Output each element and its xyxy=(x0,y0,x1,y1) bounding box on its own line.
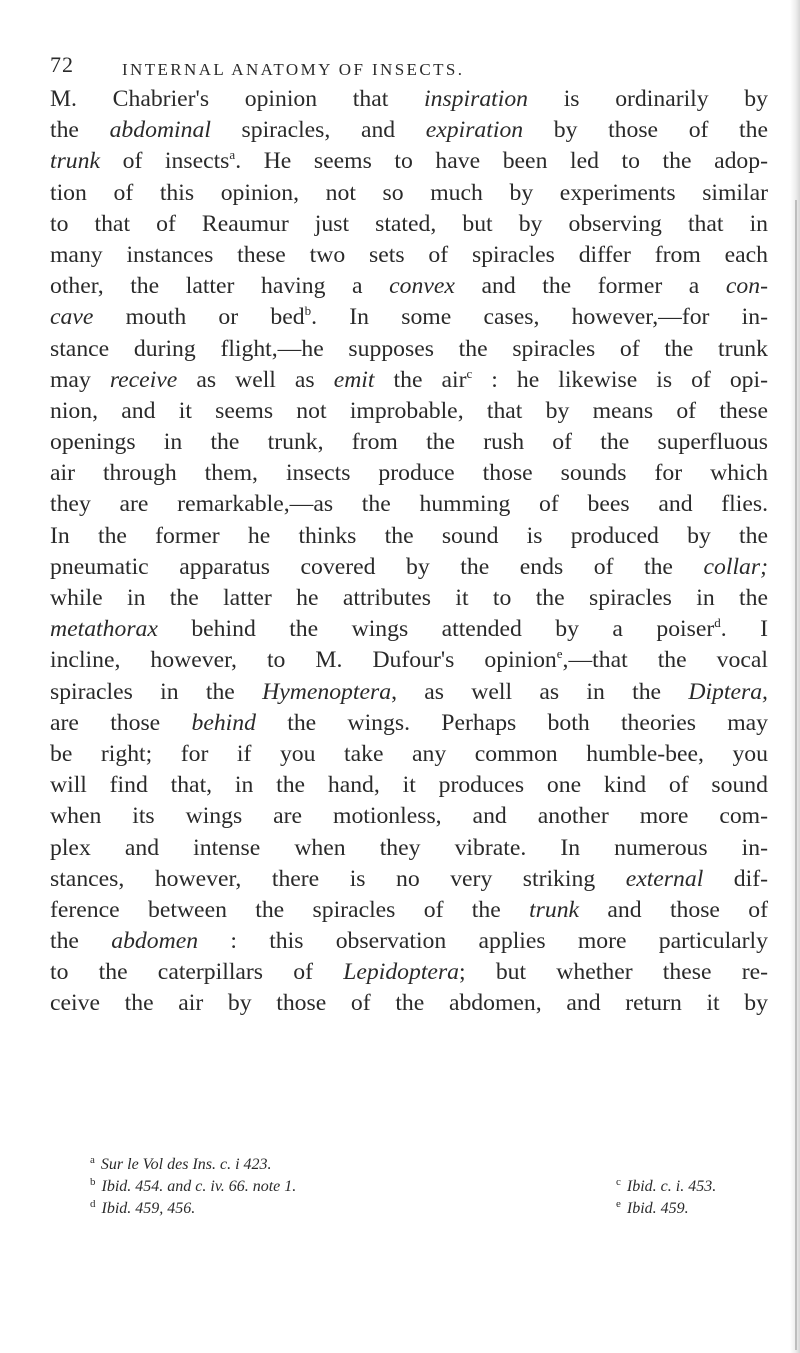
text-line: while in the latter he attributes it to the spiracles in the xyxy=(50,585,768,611)
text-line: are those behind the wings. Perhaps both theories may xyxy=(50,709,768,736)
footnote-e: $^e$ Ibid. 459. xyxy=(616,1198,689,1217)
footnote-b: $^b$ Ibid. 454. and c. iv. 66. note 1. xyxy=(90,1176,297,1195)
text-line: spiracles in the Hymenoptera, as well as in the Diptera, xyxy=(50,678,768,705)
page-header xyxy=(50,52,770,86)
text-line: be right; for if you take any common humble-bee, you xyxy=(50,740,768,767)
text-line: tion of this opinion, not so much by experiments similar xyxy=(50,179,768,206)
text-line: nion, and it seems not improbable, that by means of these xyxy=(50,397,768,424)
text-line: many instances these two sets of spiracles differ from each xyxy=(50,241,768,268)
footnote-row xyxy=(90,1154,770,1176)
text-line: cave mouth or bed$^b$. In some cases, however,—for in- xyxy=(50,303,768,331)
text-line: metathorax behind the wings attended by a poiser$^d$. I xyxy=(50,615,769,643)
text-line: incline, however, to M. Dufour's opinion$^e$,—that the vocal xyxy=(50,646,768,674)
text-line: stance during flight,—he supposes the spiracles of the trunk xyxy=(50,335,768,362)
text-line: ceive the air by those of the abdomen, and return it by xyxy=(50,990,768,1017)
text-line: may receive as well as emit the air$^c$ : he likewise is of opi- xyxy=(50,365,768,393)
text-line: other, the latter having a convex and the former a con- xyxy=(50,273,768,300)
text-line: to that of Reaumur just stated, but by observing that in xyxy=(50,210,768,237)
text-line: will find that, in the hand, it produces one kind of sound xyxy=(50,772,768,799)
text-line: pneumatic apparatus covered by the ends of the collar; xyxy=(50,553,768,580)
text-line: they are remarkable,—as the humming of bees and flies. xyxy=(50,491,768,518)
text-line: the abdominal spiracles, and expiration by those of the xyxy=(50,117,768,144)
text-line: stances, however, there is no very striking external dif- xyxy=(50,865,769,892)
running-title: INTERNAL ANATOMY OF INSECTS. xyxy=(122,60,465,79)
page-number: 72 xyxy=(50,52,74,77)
footnote-d: $^d$ Ibid. 459, 456. xyxy=(90,1198,196,1217)
footnote-row xyxy=(90,1176,770,1198)
footnotes xyxy=(90,1154,770,1220)
footnote-a: $^a$ Sur le Vol des Ins. c. i 423. xyxy=(90,1154,272,1173)
text-line: In the former he thinks the sound is produced by the xyxy=(50,522,768,549)
text-line: plex and intense when they vibrate. In numerous in- xyxy=(50,834,768,861)
text-line: M. Chabrier's opinion that inspiration is ordinarily by xyxy=(50,86,768,112)
text-line: to the caterpillars of Lepidoptera; but whether these re- xyxy=(50,959,768,986)
text-line: the abdomen : this observation applies more particularly xyxy=(50,928,768,955)
footnote-row xyxy=(90,1198,770,1220)
text-line: openings in the trunk, from the rush of the superfluous xyxy=(50,429,768,456)
text-line: air through them, insects produce those sounds for which xyxy=(50,460,768,487)
footnote-c: $^c$ Ibid. c. i. 453. xyxy=(616,1176,717,1195)
text-line: ference between the spiracles of the trunk and those of xyxy=(50,896,769,923)
text-line: trunk of insects$^a$. He seems to have been led to the adop- xyxy=(50,147,769,175)
text-line: when its wings are motionless, and another more com- xyxy=(50,803,768,830)
body-text xyxy=(50,84,768,1020)
page-edge-line xyxy=(795,200,797,1350)
